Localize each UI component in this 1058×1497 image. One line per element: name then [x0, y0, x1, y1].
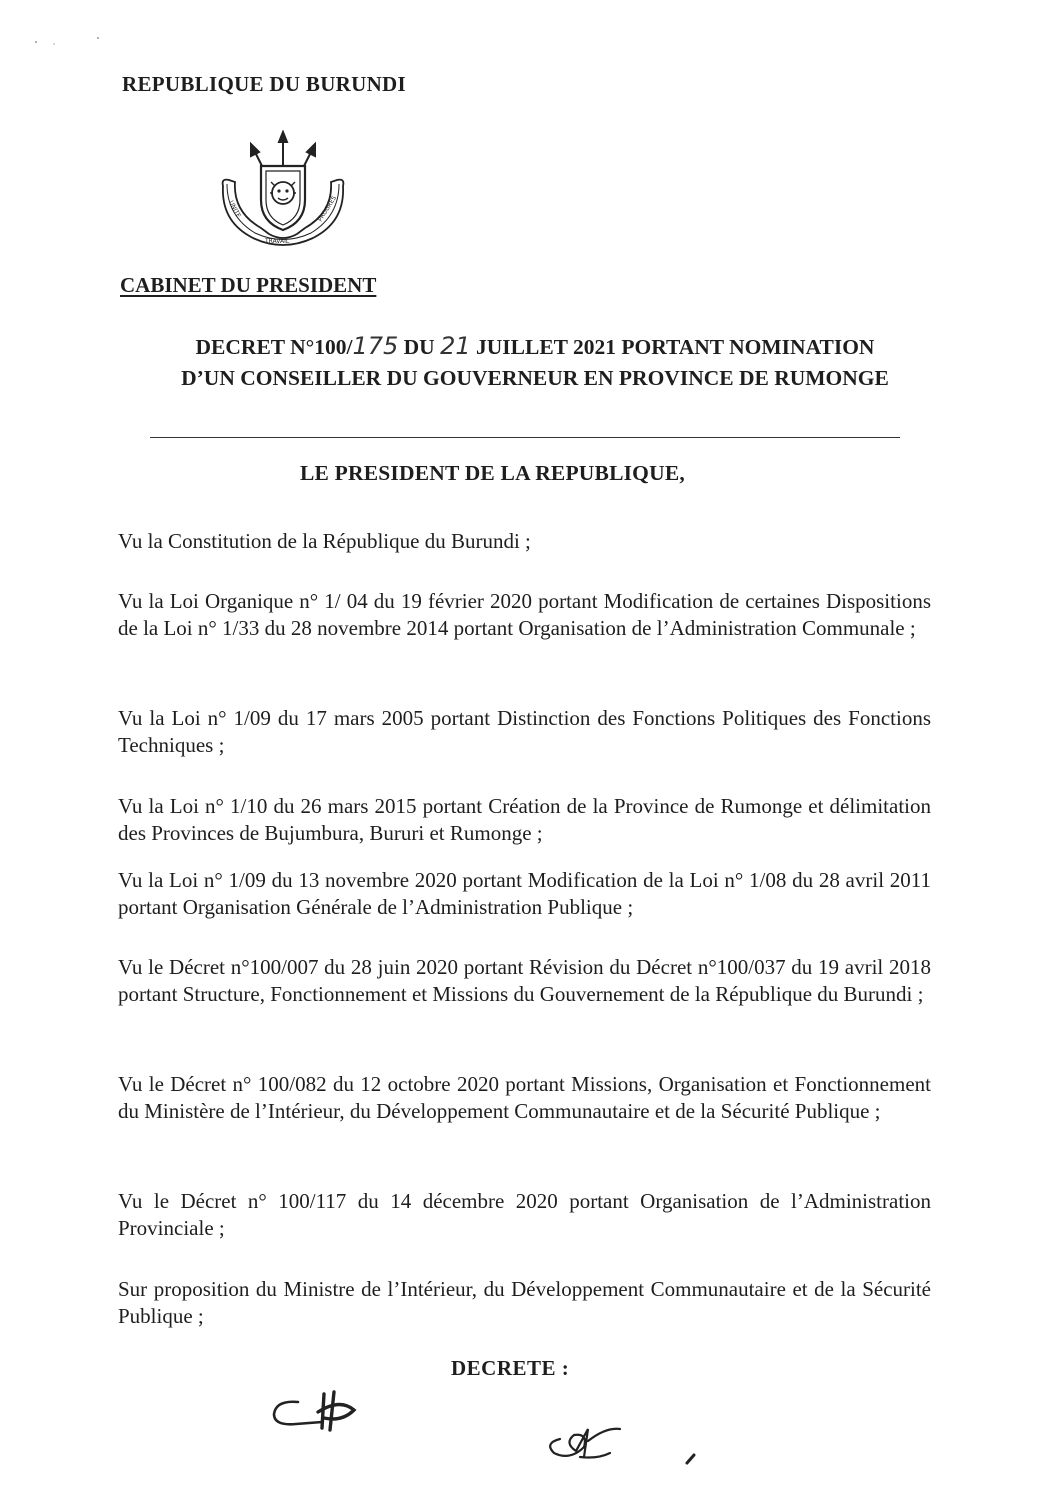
consideration-paragraph: Vu la Loi Organique n° 1/ 04 du 19 février 2020 portant Modification de certaines Dispositions de la Loi n° 1/33 du 28 novembre 2014 portant Organisation de l’Administration Communale ;: [118, 589, 931, 640]
handwritten-decree-number: 175: [352, 332, 399, 360]
consideration-paragraph: Vu la Loi n° 1/09 du 17 mars 2005 portant Distinction des Fonctions Politiques des Fonctions Techniques ;: [118, 706, 931, 757]
coat-of-arms-emblem: [213, 130, 353, 250]
president-heading: LE PRESIDENT DE LA REPUBLIQUE,: [300, 461, 685, 485]
svg-text:UNITE: UNITE: [227, 199, 242, 219]
republic-heading: REPUBLIQUE DU BURUNDI: [122, 72, 406, 96]
decrete-heading: DECRETE :: [451, 1356, 570, 1380]
decree-title: [120, 331, 950, 394]
svg-text:PROGRES: PROGRES: [316, 194, 339, 224]
cabinet-heading: CABINET DU PRESIDENT: [120, 273, 377, 297]
handwritten-initials-right: [540, 1413, 630, 1463]
scan-specks: [30, 34, 110, 54]
consideration-paragraph: Vu la Loi n° 1/10 du 26 mars 2015 portant Création de la Province de Rumonge et délimitation des Provinces de Bujumbura, Bururi et Rumonge ;: [118, 794, 931, 845]
title-prefix: DECRET N°100/: [195, 335, 353, 359]
svg-text:TRAVAIL: TRAVAIL: [265, 238, 290, 245]
title-line1-rest: JUILLET 2021 PORTANT NOMINATION: [470, 335, 875, 359]
title-mid: DU: [398, 335, 441, 359]
consideration-paragraph: Vu le Décret n° 100/117 du 14 décembre 2020 portant Organisation de l’Administration Provinciale ;: [118, 1189, 931, 1240]
title-line2: D’UN CONSEILLER DU GOUVERNEUR EN PROVINCE DE RUMONGE: [181, 366, 889, 390]
handwritten-decree-day: 21: [440, 332, 471, 360]
handwritten-initials-left: [268, 1388, 364, 1438]
consideration-paragraph: Vu le Décret n° 100/082 du 12 octobre 2020 portant Missions, Organisation et Fonctionnement du Ministère de l’Intérieur, du Développement Communautaire et de la Sécurité Publique ;: [118, 1072, 931, 1123]
ink-mark: [684, 1452, 698, 1466]
separator-rule: [150, 437, 900, 438]
consideration-paragraph: Sur proposition du Ministre de l’Intérieur, du Développement Communautaire et de la Sécurité Publique ;: [118, 1277, 931, 1328]
consideration-paragraph: Vu le Décret n°100/007 du 28 juin 2020 portant Révision du Décret n°100/037 du 19 avril 2018 portant Structure, Fonctionnement et Missions du Gouvernement de la République du Burundi ;: [118, 955, 931, 1006]
consideration-paragraph: Vu la Constitution de la République du Burundi ;: [118, 529, 531, 553]
consideration-paragraph: Vu la Loi n° 1/09 du 13 novembre 2020 portant Modification de la Loi n° 1/08 du 28 avril 2011 portant Organisation Générale de l’Administration Publique ;: [118, 868, 931, 919]
